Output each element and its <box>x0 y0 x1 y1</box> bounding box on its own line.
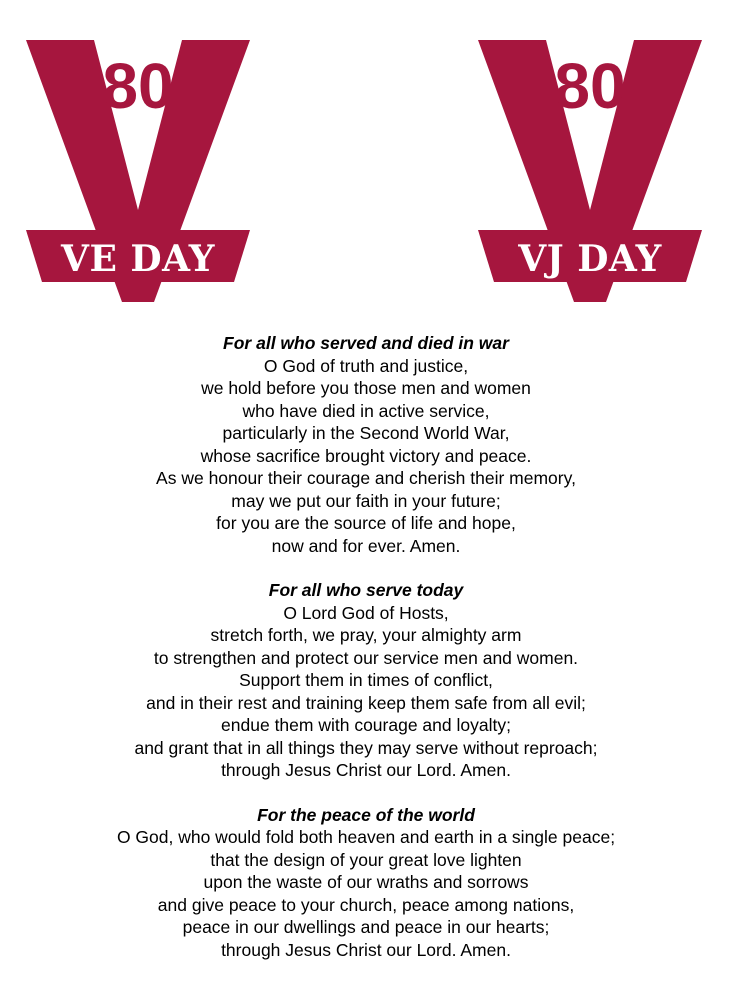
prayer-line: and in their rest and training keep them safe from all evil; <box>146 692 586 713</box>
vj-day-logo-label: VJ DAY <box>518 238 662 280</box>
prayer-line: O Lord God of Hosts, <box>283 602 449 623</box>
prayer-line: that the design of your great love lighten <box>210 849 522 870</box>
prayer-line: through Jesus Christ our Lord. Amen. <box>221 939 511 960</box>
vj-day-logo-number: 80 <box>554 50 626 122</box>
prayer-line: O God of truth and justice, <box>263 355 469 376</box>
prayer-line: endue them with courage and loyalty; <box>221 715 511 735</box>
prayer-line: particularly in the Second World War, <box>222 423 510 443</box>
prayer-line: to strengthen and protect our service men and women. <box>153 647 579 668</box>
prayers-section <box>0 332 732 983</box>
prayer-line: upon the waste of our wraths and sorrows <box>203 872 529 892</box>
prayer-line: stretch forth, we pray, your almighty arm <box>210 625 522 645</box>
ve-day-logo-label: VE DAY <box>61 238 215 280</box>
prayer-line: and grant that in all things they may serve without reproach; <box>134 737 598 758</box>
ve-day-logo-number: 80 <box>102 50 174 122</box>
prayer-line: now and for ever. Amen. <box>271 535 461 556</box>
vj-day-80-logo <box>478 40 702 302</box>
prayer-line: for you are the source of life and hope, <box>216 513 516 533</box>
prayer-title: For all who serve today <box>268 580 464 600</box>
prayer-line: O God, who would fold both heaven and earth in a single peace; <box>116 827 616 847</box>
prayer-peace-of-world <box>0 804 732 962</box>
vj-day-logo-graphic <box>478 40 702 302</box>
prayer-serve-today <box>0 579 732 782</box>
prayer-title: For all who served and died in war <box>223 333 509 353</box>
prayer-line: As we honour their courage and cherish their memory, <box>156 468 576 488</box>
prayer-served-and-died <box>0 332 732 557</box>
prayer-line: who have died in active service, <box>242 400 490 421</box>
prayer-line: through Jesus Christ our Lord. Amen. <box>221 760 511 780</box>
prayer-line: peace in our dwellings and peace in our hearts; <box>182 917 550 937</box>
ve-day-80-logo <box>26 40 250 302</box>
prayer-title: For the peace of the world <box>257 804 475 825</box>
prayer-line: whose sacrifice brought victory and peace. <box>200 445 532 466</box>
prayer-line: and give peace to your church, peace among nations, <box>157 894 575 915</box>
ve-day-logo-graphic <box>26 40 250 302</box>
prayer-line: we hold before you those men and women <box>201 378 531 398</box>
prayer-line: Support them in times of conflict, <box>239 670 493 690</box>
prayer-line: may we put our faith in your future; <box>231 490 501 511</box>
